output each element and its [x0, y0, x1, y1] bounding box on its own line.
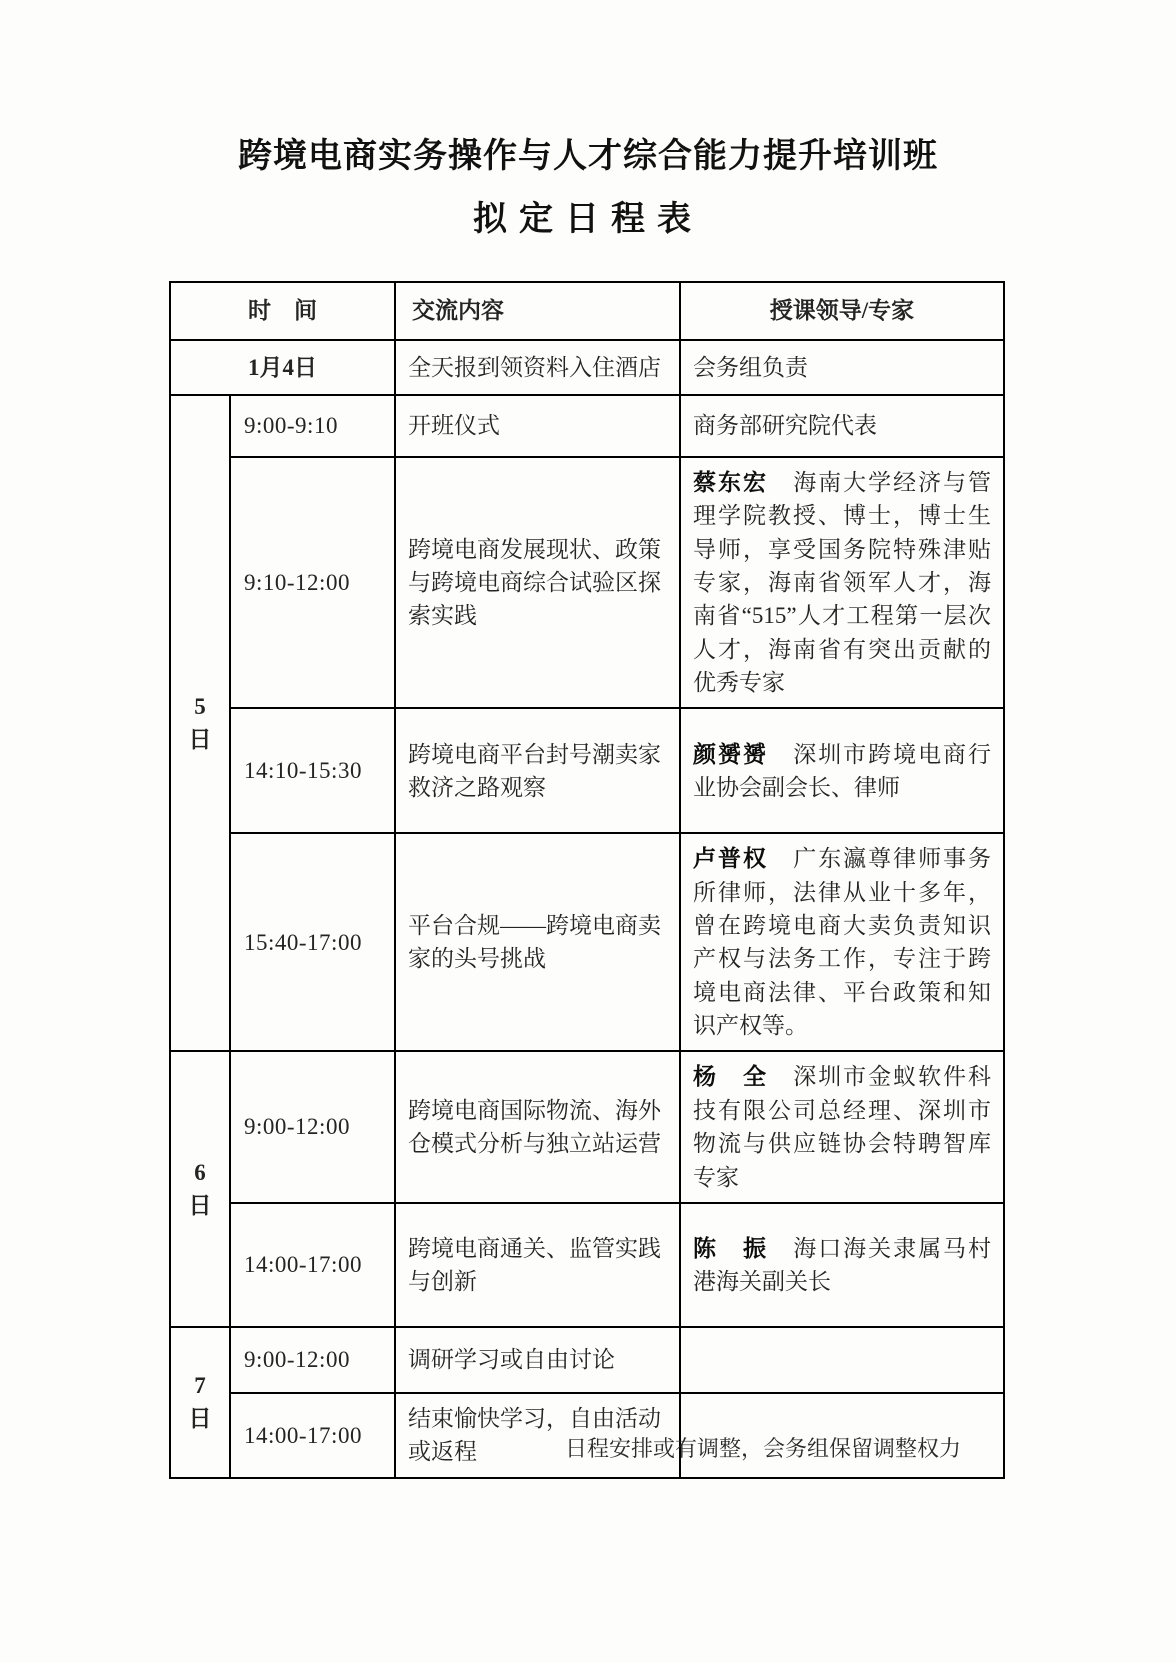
- day7-label-num: 7: [194, 1372, 206, 1398]
- session-topic: 跨境电商通关、监管实践与创新: [395, 1203, 680, 1327]
- session-time: 9:00-12:00: [230, 1051, 395, 1202]
- expert-desc: 深圳市跨境电商行业协会副会长、律师: [693, 741, 992, 800]
- session-topic: 跨境电商国际物流、海外仓模式分析与独立站运营: [395, 1051, 680, 1202]
- session-expert: [680, 833, 1004, 1051]
- session-expert: [680, 1051, 1004, 1202]
- session-expert: [680, 708, 1004, 833]
- expert-desc: 海南大学经济与管理学院教授、博士，博士生导师，享受国务院特殊津贴专家，海南省领军人才，海南省“515”人才工程第一层次人才，海南省有突出贡献的优秀专家: [693, 470, 992, 696]
- day5-row-2: [170, 457, 1004, 708]
- header-row: [170, 282, 1004, 340]
- session-topic: 跨境电商平台封号潮卖家救济之路观察: [395, 708, 680, 833]
- footer-disclaimer: 日程安排或有调整，会务组保留调整权力: [564, 1436, 961, 1461]
- day5-row-3: [170, 708, 1004, 833]
- session-time: 14:00-17:00: [230, 1393, 395, 1478]
- session-expert-empty: [680, 1327, 1004, 1393]
- expert-desc: 海口海关隶属马村港海关副关长: [693, 1235, 992, 1294]
- day6-row-2: [170, 1203, 1004, 1327]
- expert-desc: 深圳市金蚁软件科技有限公司总经理、深圳市物流与供应链协会特聘智库专家: [693, 1064, 992, 1190]
- title-line-1: 跨境电商实务操作与人才综合能力提升培训班: [238, 137, 938, 175]
- schedule-table: [169, 281, 1005, 1479]
- col-header-content: 交流内容: [395, 282, 680, 340]
- day7-label-char: 日: [188, 1406, 212, 1432]
- expert-name: 卢普权: [693, 846, 768, 872]
- session-expert: [680, 1203, 1004, 1327]
- session-topic: 平台合规——跨境电商卖家的头号挑战: [395, 833, 680, 1051]
- session-expert: [680, 457, 1004, 708]
- day6-label-char: 日: [188, 1193, 212, 1219]
- session-topic: 开班仪式: [395, 395, 680, 457]
- day6-label: [170, 1051, 230, 1326]
- document-title: [0, 0, 1176, 240]
- session-time: 9:00-12:00: [230, 1327, 395, 1393]
- day5-label: [170, 395, 230, 1051]
- session-expert: [680, 395, 1004, 457]
- expert-name: 陈 振: [693, 1235, 768, 1261]
- day6-label-num: 6: [194, 1159, 206, 1185]
- expert-name: 颜赟赟: [693, 741, 768, 767]
- expert-desc: 广东瀛尊律师事务所律师，法律从业十多年，曾在跨境电商大卖负责知识产权与法务工作，专注于跨境电商法律、平台政策和知识产权等。: [693, 846, 992, 1039]
- session-topic: 结束愉快学习，自由活动或返程: [395, 1393, 680, 1478]
- arrival-expert: 会务组负责: [680, 340, 1004, 395]
- session-time: 9:00-9:10: [230, 395, 395, 457]
- day5-row-4: [170, 833, 1004, 1051]
- day7-row-1: [170, 1327, 1004, 1393]
- expert-name: 杨 全: [693, 1064, 768, 1090]
- day6-row-1: [170, 1051, 1004, 1202]
- title-line-2: 拟定日程表: [473, 200, 703, 238]
- day5-label-char: 日: [188, 727, 212, 753]
- arrival-row: [170, 340, 1004, 395]
- day5-row-1: [170, 395, 1004, 457]
- arrival-date: 1月4日: [170, 340, 395, 395]
- col-header-time: 时 间: [170, 282, 395, 340]
- session-topic: 跨境电商发展现状、政策与跨境电商综合试验区探索实践: [395, 457, 680, 708]
- session-time: 9:10-12:00: [230, 457, 395, 708]
- session-time: 14:10-15:30: [230, 708, 395, 833]
- session-topic: 调研学习或自由讨论: [395, 1327, 680, 1393]
- col-header-expert: 授课领导/专家: [680, 282, 1004, 340]
- session-time: 15:40-17:00: [230, 833, 395, 1051]
- session-time: 14:00-17:00: [230, 1203, 395, 1327]
- expert-name: 蔡东宏: [693, 470, 768, 495]
- day5-label-num: 5: [194, 693, 206, 719]
- expert-desc: 商务部研究院代表: [693, 413, 877, 439]
- arrival-content: 全天报到领资料入住酒店: [395, 340, 680, 395]
